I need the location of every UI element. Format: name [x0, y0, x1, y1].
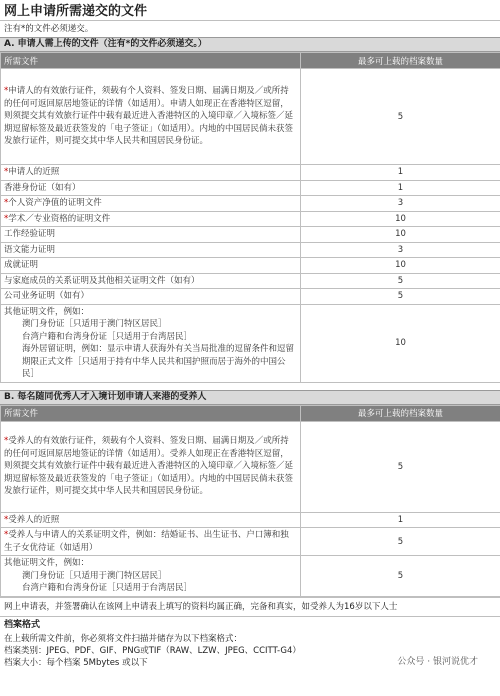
doc-text: 工作经验证明	[4, 229, 56, 239]
doc-text: 成就证明	[4, 260, 39, 270]
table-row	[1, 165, 500, 181]
file-count: 10	[301, 304, 500, 382]
section-b-heading: B. 每名随同优秀人才入境计划申请人来港的受养人	[0, 390, 500, 405]
doc-text: 公司业务证明（如有）	[4, 291, 90, 301]
file-format-heading: 档案格式	[0, 616, 500, 633]
required-marker: *	[4, 530, 9, 540]
file-count: 3	[301, 196, 500, 212]
doc-text: 其他证明文件，例如：	[4, 306, 90, 317]
file-count: 5	[301, 273, 500, 289]
table-row	[1, 242, 500, 258]
required-marker: *	[4, 86, 9, 97]
section-b-header-row	[1, 405, 500, 421]
table-row	[1, 528, 500, 556]
section-a-heading: A. 申请人需上传的文件（注有*的文件必须递交。）	[0, 37, 500, 52]
col-max-files: 最多可上载的档案数量	[301, 405, 500, 421]
col-required-docs: 所需文件	[1, 53, 301, 69]
table-row	[1, 196, 500, 212]
watermark: 公众号 · 银河说优才	[393, 653, 482, 668]
doc-text: 其他证明文件，例如：	[4, 558, 90, 568]
file-count: 1	[301, 512, 500, 528]
required-marker: *	[4, 436, 9, 447]
file-count: 10	[301, 211, 500, 227]
doc-text: 学术／专业资格的证明文件	[8, 213, 111, 224]
file-count: 10	[301, 258, 500, 274]
table-row	[1, 227, 500, 243]
file-count: 5	[301, 556, 500, 597]
file-count: 5	[301, 69, 500, 165]
other-doc-item: 海外居留证明，例如：显示申请人获海外有关当局批准的逗留条件和逗留期限正式文件［只适用于持有中华人民共和国护照而居于海外的中国公民］	[22, 344, 295, 379]
table-row-other-docs	[1, 556, 500, 597]
file-count: 10	[301, 227, 500, 243]
file-format-line: 档案类别：JPEG、PDF、GIF、PNG或TIF（RAW、LZW、JPEG、CCITT-G4）	[4, 645, 301, 656]
mandatory-note: 注有*的文件必须递交。	[4, 24, 94, 34]
doc-text: 香港身份证（如有）	[4, 182, 81, 193]
file-count: 1	[301, 180, 500, 196]
file-count: 5	[301, 528, 500, 556]
section-a-header-row	[1, 53, 500, 69]
table-row	[1, 273, 500, 289]
other-doc-item: 澳门身份证［只适用于澳门特区居民］	[22, 570, 167, 581]
required-marker: *	[4, 514, 9, 525]
file-count: 5	[301, 289, 500, 305]
section-a-table	[0, 52, 500, 383]
file-count: 3	[301, 242, 500, 258]
required-marker: *	[4, 213, 9, 224]
file-count: 1	[301, 165, 500, 181]
page-title: 网上申请所需递交的文件	[0, 0, 500, 21]
other-doc-item: 台湾户籍和台湾身份证［只适用于台湾居民］	[22, 583, 193, 593]
table-row-other-docs	[1, 304, 500, 382]
doc-text: 受养人的近照	[8, 514, 60, 525]
doc-text: 受养人的有效旅行证件，须载有个人资料、签发日期、届满日期及／或所持的任何可返回原居地签证的详情（如适用）。受养人如现正在香港特区逗留，则须提交其有效旅行证件中载有最近进入香港特区的入境印章／入境标签／延期逗留标签及最近获签发的「电子签证」（如适用）。内地的中国居民倘未获签发旅行证件，则可提交其中华人民共和国居民身份证。	[4, 436, 294, 497]
table-row	[1, 69, 500, 165]
section-b-table	[0, 405, 500, 597]
col-required-docs: 所需文件	[1, 405, 301, 421]
doc-text: 与家庭成员的关系证明及其他相关证明文件（如有）	[4, 275, 200, 286]
table-row	[1, 211, 500, 227]
file-format-line: 在上载所需文件前，你必须将文件扫描并储存为以下档案格式：	[4, 633, 243, 644]
doc-text: 个人资产净值的证明文件	[8, 198, 102, 208]
col-max-files: 最多可上载的档案数量	[301, 53, 500, 69]
doc-text: 语文能力证明	[4, 244, 56, 255]
file-format-line: 档案大小：每个档案 5Mbytes 或以下	[4, 657, 148, 668]
table-row	[1, 512, 500, 528]
other-doc-item: 澳门身份证［只适用于澳门特区居民］	[22, 319, 167, 329]
table-row	[1, 258, 500, 274]
declaration-text: 网上申请表，并签署确认在该网上申请表上填写的资料均属正确，完备和真实，如受养人为16岁以下人士	[0, 597, 500, 616]
doc-text: 受养人与申请人的关系证明文件，例如：结婚证书、出生证书、户口簿和独生子女优待证（如适用）	[4, 530, 289, 553]
required-marker: *	[4, 198, 9, 208]
table-row	[1, 289, 500, 305]
doc-text: 申请人的有效旅行证件，须载有个人资料、签发日期、届满日期及／或所持的任何可返回原居地签证的详情（如适用）。申请人如现正在香港特区逗留，则须提交其有效旅行证件中载有最近进入香港特区的入境印章／入境标签／延期逗留标签及最近获签发的「电子签证」（如适用）。内地的中国居民倘未获签发旅行证件，则可提交其中华人民共和国居民身份证。	[4, 86, 294, 147]
table-row	[1, 421, 500, 512]
doc-text: 申请人的近照	[8, 167, 60, 177]
file-count: 5	[301, 421, 500, 512]
table-row	[1, 180, 500, 196]
other-doc-item: 台湾户籍和台湾身份证［只适用于台湾居民］	[22, 331, 193, 342]
required-marker: *	[4, 167, 9, 177]
